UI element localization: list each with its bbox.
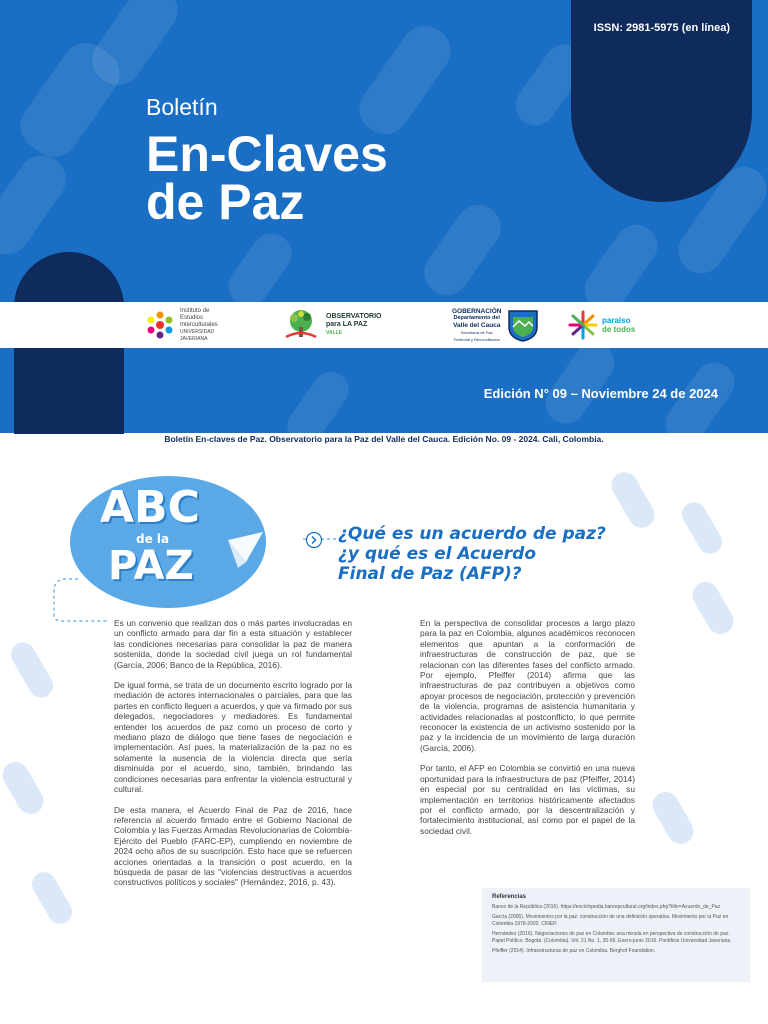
bulletin-citation: Boletín En-claves de Paz. Observatorio para la Paz del Valle del Cauca. Edición No. 09 - 2024. Cali, Colombia.: [164, 434, 604, 444]
iei-line: Instituto de: [180, 307, 210, 314]
reference-item: Banco de la República (2016). https://enciclopedia.banrepcultural.org/index.php?title=Acuerdo_de_Paz: [492, 904, 721, 910]
dotted-connector: [48, 535, 348, 625]
partner-logos-strip: [0, 302, 768, 348]
references-heading: Referencias: [492, 894, 527, 900]
paragraph: De esta manera, el Acuerdo Final de Paz de 2016, hace referencia al acuerdo firmado entre el Gobierno Nacional de Colombia y las Fuerzas Armadas Revolucionarias de Colombia-Ejército del Pueblo (FARC-EP), cumpliendo en noviembre de 2024 ocho años de su suscripción. Esto hace que se refuercen acciones orientadas a la transición o post acuerdo, en la búsqueda de pasar de las "violencias destructivas a acuerdos constructivos políticos y sociales" (Hernández, 2016, p. 43).: [114, 804, 352, 888]
observatorio-logo: [280, 302, 382, 348]
references-box: [482, 888, 750, 982]
decorative-stripe: [350, 17, 460, 144]
heading-line-1: ¿Qué es un acuerdo de paz?: [338, 524, 606, 544]
iei-line: JAVERIANA: [180, 335, 208, 342]
decorative-stripe: [577, 217, 666, 302]
title-line-1: En-Claves: [146, 126, 388, 182]
right-column: [420, 618, 635, 846]
paraiso-text: [602, 316, 635, 334]
decorative-stripe: [0, 146, 75, 264]
decorative-stripe: [415, 196, 509, 302]
gobernacion-line: Departamento del: [453, 314, 500, 321]
iei-line: UNIVERSIDAD: [180, 328, 215, 335]
iei-line: Estudios: [180, 314, 204, 321]
paragraph: En la perspectiva de consolidar procesos a largo plazo para la paz en Colombia, algunos académicos reconocen elementos que apuntan a la conformación de infraestructuras de construcción de paz, que se relacionan con las diferentes fases del conflicto armado. Por ejemplo, Pfeiffer (2014) afirma que las infraestructuras de paz contribuyen a objetivos como apoyar procesos de negociación, protección y prevención de la violencia, programas de asistencia humanitaria y actividades relacionadas al postconflicto, lo que permite reconocer la existencia de un activismo sostenido por la paz y la incidencia de un movimiento de larga duración (García, 2006).: [420, 618, 635, 753]
sun-burst-icon: [568, 309, 598, 341]
observatorio-line: VALLE: [326, 330, 343, 336]
edition-label: Edición N° 09 – Noviembre 24 de 2024: [483, 386, 718, 401]
iei-mandala-icon: [144, 309, 176, 341]
observatorio-line: para LA PAZ: [326, 321, 368, 328]
observatorio-line: OBSERVATORIO: [326, 313, 382, 320]
paraiso-line: de todos: [602, 325, 636, 334]
badge-abc: ABC: [100, 482, 200, 533]
decorative-shape: [688, 577, 739, 638]
tree-icon: [280, 309, 322, 341]
reference-item: Hernández (2016). Negociaciones de paz en Colombia: una mirada en perspectiva de construcción de paz. Papel Político. Bogotá. (Colombia). Vol. 21 No. 1, 35-56. Enero-junio 2016. Pontificia Universidad Javeriana.: [492, 931, 732, 944]
reference-item: Pfeiffer (2014). Infraestructuras de paz en Colombia. Berghof Foundation.: [492, 948, 656, 955]
gobernacion-line: GOBERNACIÓN: [452, 307, 502, 315]
issn-label: ISSN: 2981-5975 (en línea): [593, 22, 730, 34]
gobernacion-line: Valle del Cauca: [453, 321, 501, 329]
paraiso-logo: [568, 302, 635, 348]
decorative-shape: [648, 787, 699, 848]
iei-line: Interculturales: [180, 321, 218, 328]
observatorio-text: [326, 313, 382, 337]
decorative-stripe: [280, 365, 355, 433]
gobernacion-text: [452, 308, 501, 343]
paragraph: Es un convenio que realizan dos o más partes involucradas en un conflicto armado para dar fin a esta situación y establecer las condiciones necesarias para consolidar la paz de manera sostenida, donde la sociedad civil juega un rol fundamental (García, 2006; Banco de la República, 2016).: [114, 618, 352, 670]
heading-line-2: ¿y qué es el Acuerdo: [338, 544, 536, 564]
decorative-shape: [28, 868, 77, 928]
badge-paz: PAZ: [108, 543, 194, 589]
left-column: [114, 618, 352, 898]
bulletin-kicker: Boletín: [146, 94, 218, 120]
paraiso-line: paraíso: [602, 316, 631, 325]
chevron-right-icon: [305, 531, 323, 549]
badge-de-la: de la: [136, 532, 170, 546]
gobernacion-line: Secretaría de Paz: [460, 329, 493, 335]
title-line-2: de Paz: [146, 174, 305, 230]
bulletin-title: [146, 126, 388, 230]
iei-javeriana-logo: [144, 302, 218, 348]
decorative-shape: [678, 498, 727, 558]
decorative-shape: [7, 638, 58, 702]
reference-item: García (2006). Movimientos por la paz: construcción de una definición operativa. Movimiento por la Paz en Colombia 1978-2003. CINEP.: [492, 914, 729, 927]
paragraph: Por tanto, el AFP en Colombia se convirtió en una nueva oportunidad para la infraestructura de paz (Pfeiffer, 2014) en especial por su centralidad en las víctimas, su implementación en territorios históricamente afectados por el conflicto armado, por la descentralización y fortalecimiento institucional, así como por el papel de la sociedad civil.: [420, 763, 635, 836]
cover-header: [0, 0, 768, 302]
article-heading: [338, 524, 606, 584]
decorative-stripe: [221, 226, 300, 302]
gobernacion-logo: [452, 302, 541, 348]
heading-line-3: Final de Paz (AFP)?: [338, 564, 522, 584]
gobernacion-line: Territorial y Reconciliación: [453, 336, 500, 342]
decorative-shape: [607, 468, 660, 533]
shield-icon: [505, 307, 541, 343]
iei-text: [180, 308, 218, 343]
decorative-shape: [0, 757, 48, 818]
paragraph: De igual forma, se trata de un documento escrito logrado por la mediación de actores internacionales o parciales, para que las partes en conflicto lleguen a acuerdos, y que va firmado por sus delegados, negociadores y mediadores. Es fundamental entender los acuerdos de paz como un proceso de corto y mediano plazo de diálogo que tiene fases de negociación e implementación. Así pues, la materialización de la paz no es solamente la ausencia de la violencia directa que sería disminuida por el acuerdo, sino, también, brindando las condiciones necesarias para enfrentar la violencia estructural y cultural.: [114, 680, 352, 795]
